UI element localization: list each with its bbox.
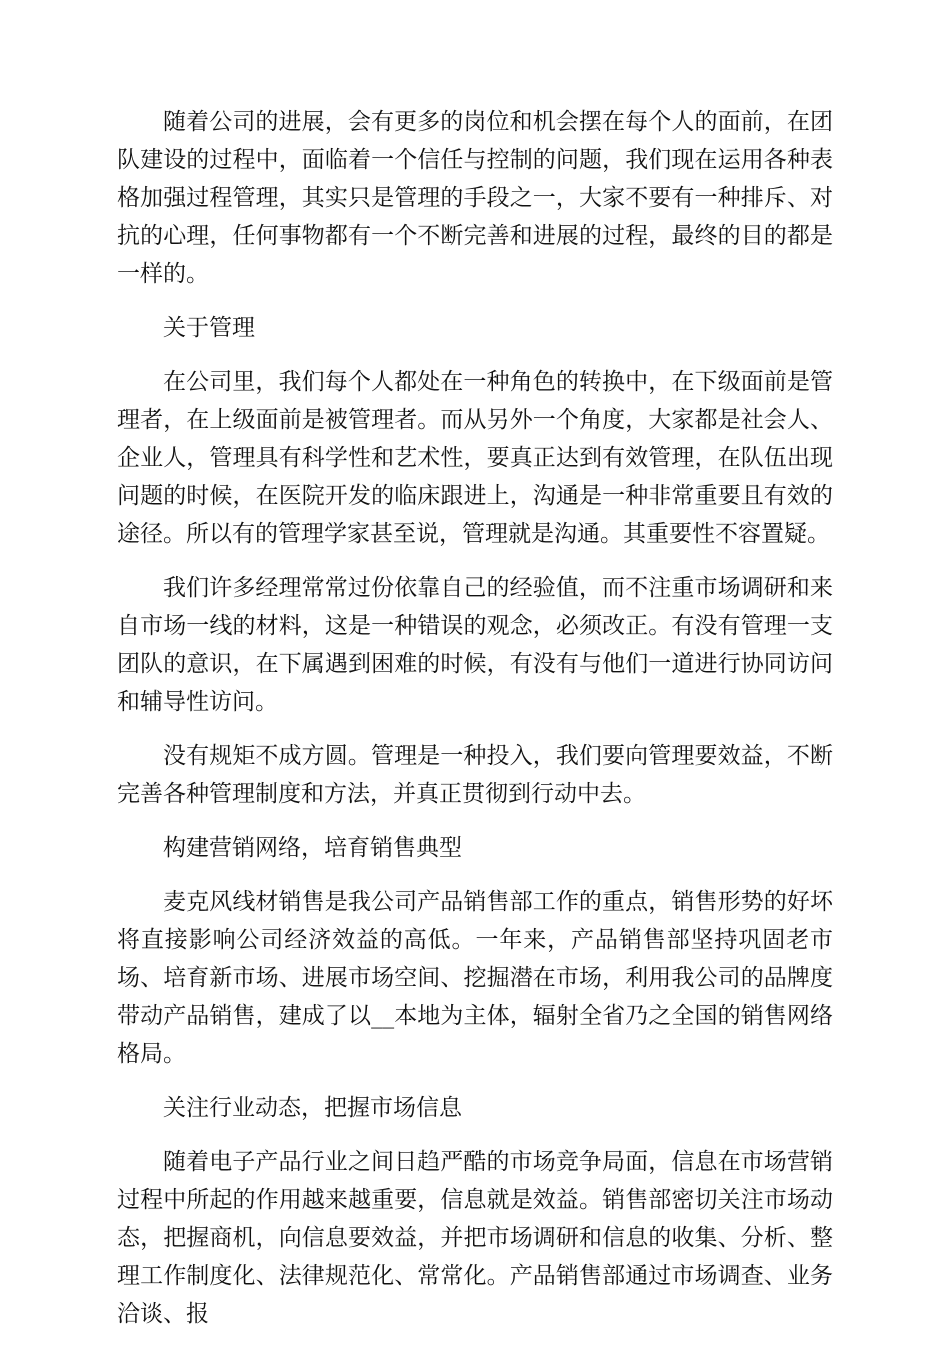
paragraph: 在公司里，我们每个人都处在一种角色的转换中，在下级面前是管理者，在上级面前是被管理者。而从另外一个角度，大家都是社会人、企业人，管理具有科学性和艺术性，要真正达到有效管理，在队伍出现问题的时候，在医院开发的临床跟进上，沟通是一种非常重要且有效的途径。所以有的管理学家甚至说，管理就是沟通。其重要性不容置疑。 <box>117 369 833 547</box>
section-heading: 构建营销网络，培育销售典型 <box>163 835 462 861</box>
paragraph: 麦克风线材销售是我公司产品销售部工作的重点，销售形势的好坏将直接影响公司经济效益的高低。一年来，产品销售部坚持巩固老市场、培育新市场、进展市场空间、挖掘潜在市场，利用我公司的品牌度带动产品销售，建成了以__本地为主体，辐射全省乃之全国的销售网络格局。 <box>117 889 833 1067</box>
section-heading: 关注行业动态，把握市场信息 <box>163 1095 462 1121</box>
paragraph: 随着电子产品行业之间日趋严酷的市场竞争局面，信息在市场营销过程中所起的作用越来越重要，信息就是效益。销售部密切关注市场动态，把握商机，向信息要效益，并把市场调研和信息的收集、分析、整理工作制度化、法律规范化、常常化。产品销售部通过市场调查、业务洽谈、报 <box>117 1149 833 1327</box>
section-heading: 关于管理 <box>163 315 255 341</box>
paragraph: 没有规矩不成方圆。管理是一种投入，我们要向管理要效益，不断完善各种管理制度和方法，并真正贯彻到行动中去。 <box>117 743 833 807</box>
document-page <box>117 103 833 1349</box>
paragraph: 我们许多经理常常过份依靠自己的经验值，而不注重市场调研和来自市场一线的材料，这是一种错误的观念，必须改正。有没有管理一支团队的意识，在下属遇到困难的时候，有没有与他们一道进行协同访问和辅导性访问。 <box>117 575 833 715</box>
paragraph: 随着公司的进展，会有更多的岗位和机会摆在每个人的面前，在团队建设的过程中，面临着一个信任与控制的问题，我们现在运用各种表格加强过程管理，其实只是管理的手段之一，大家不要有一种排斥、对抗的心理，任何事物都有一个不断完善和进展的过程，最终的目的都是一样的。 <box>117 109 833 287</box>
